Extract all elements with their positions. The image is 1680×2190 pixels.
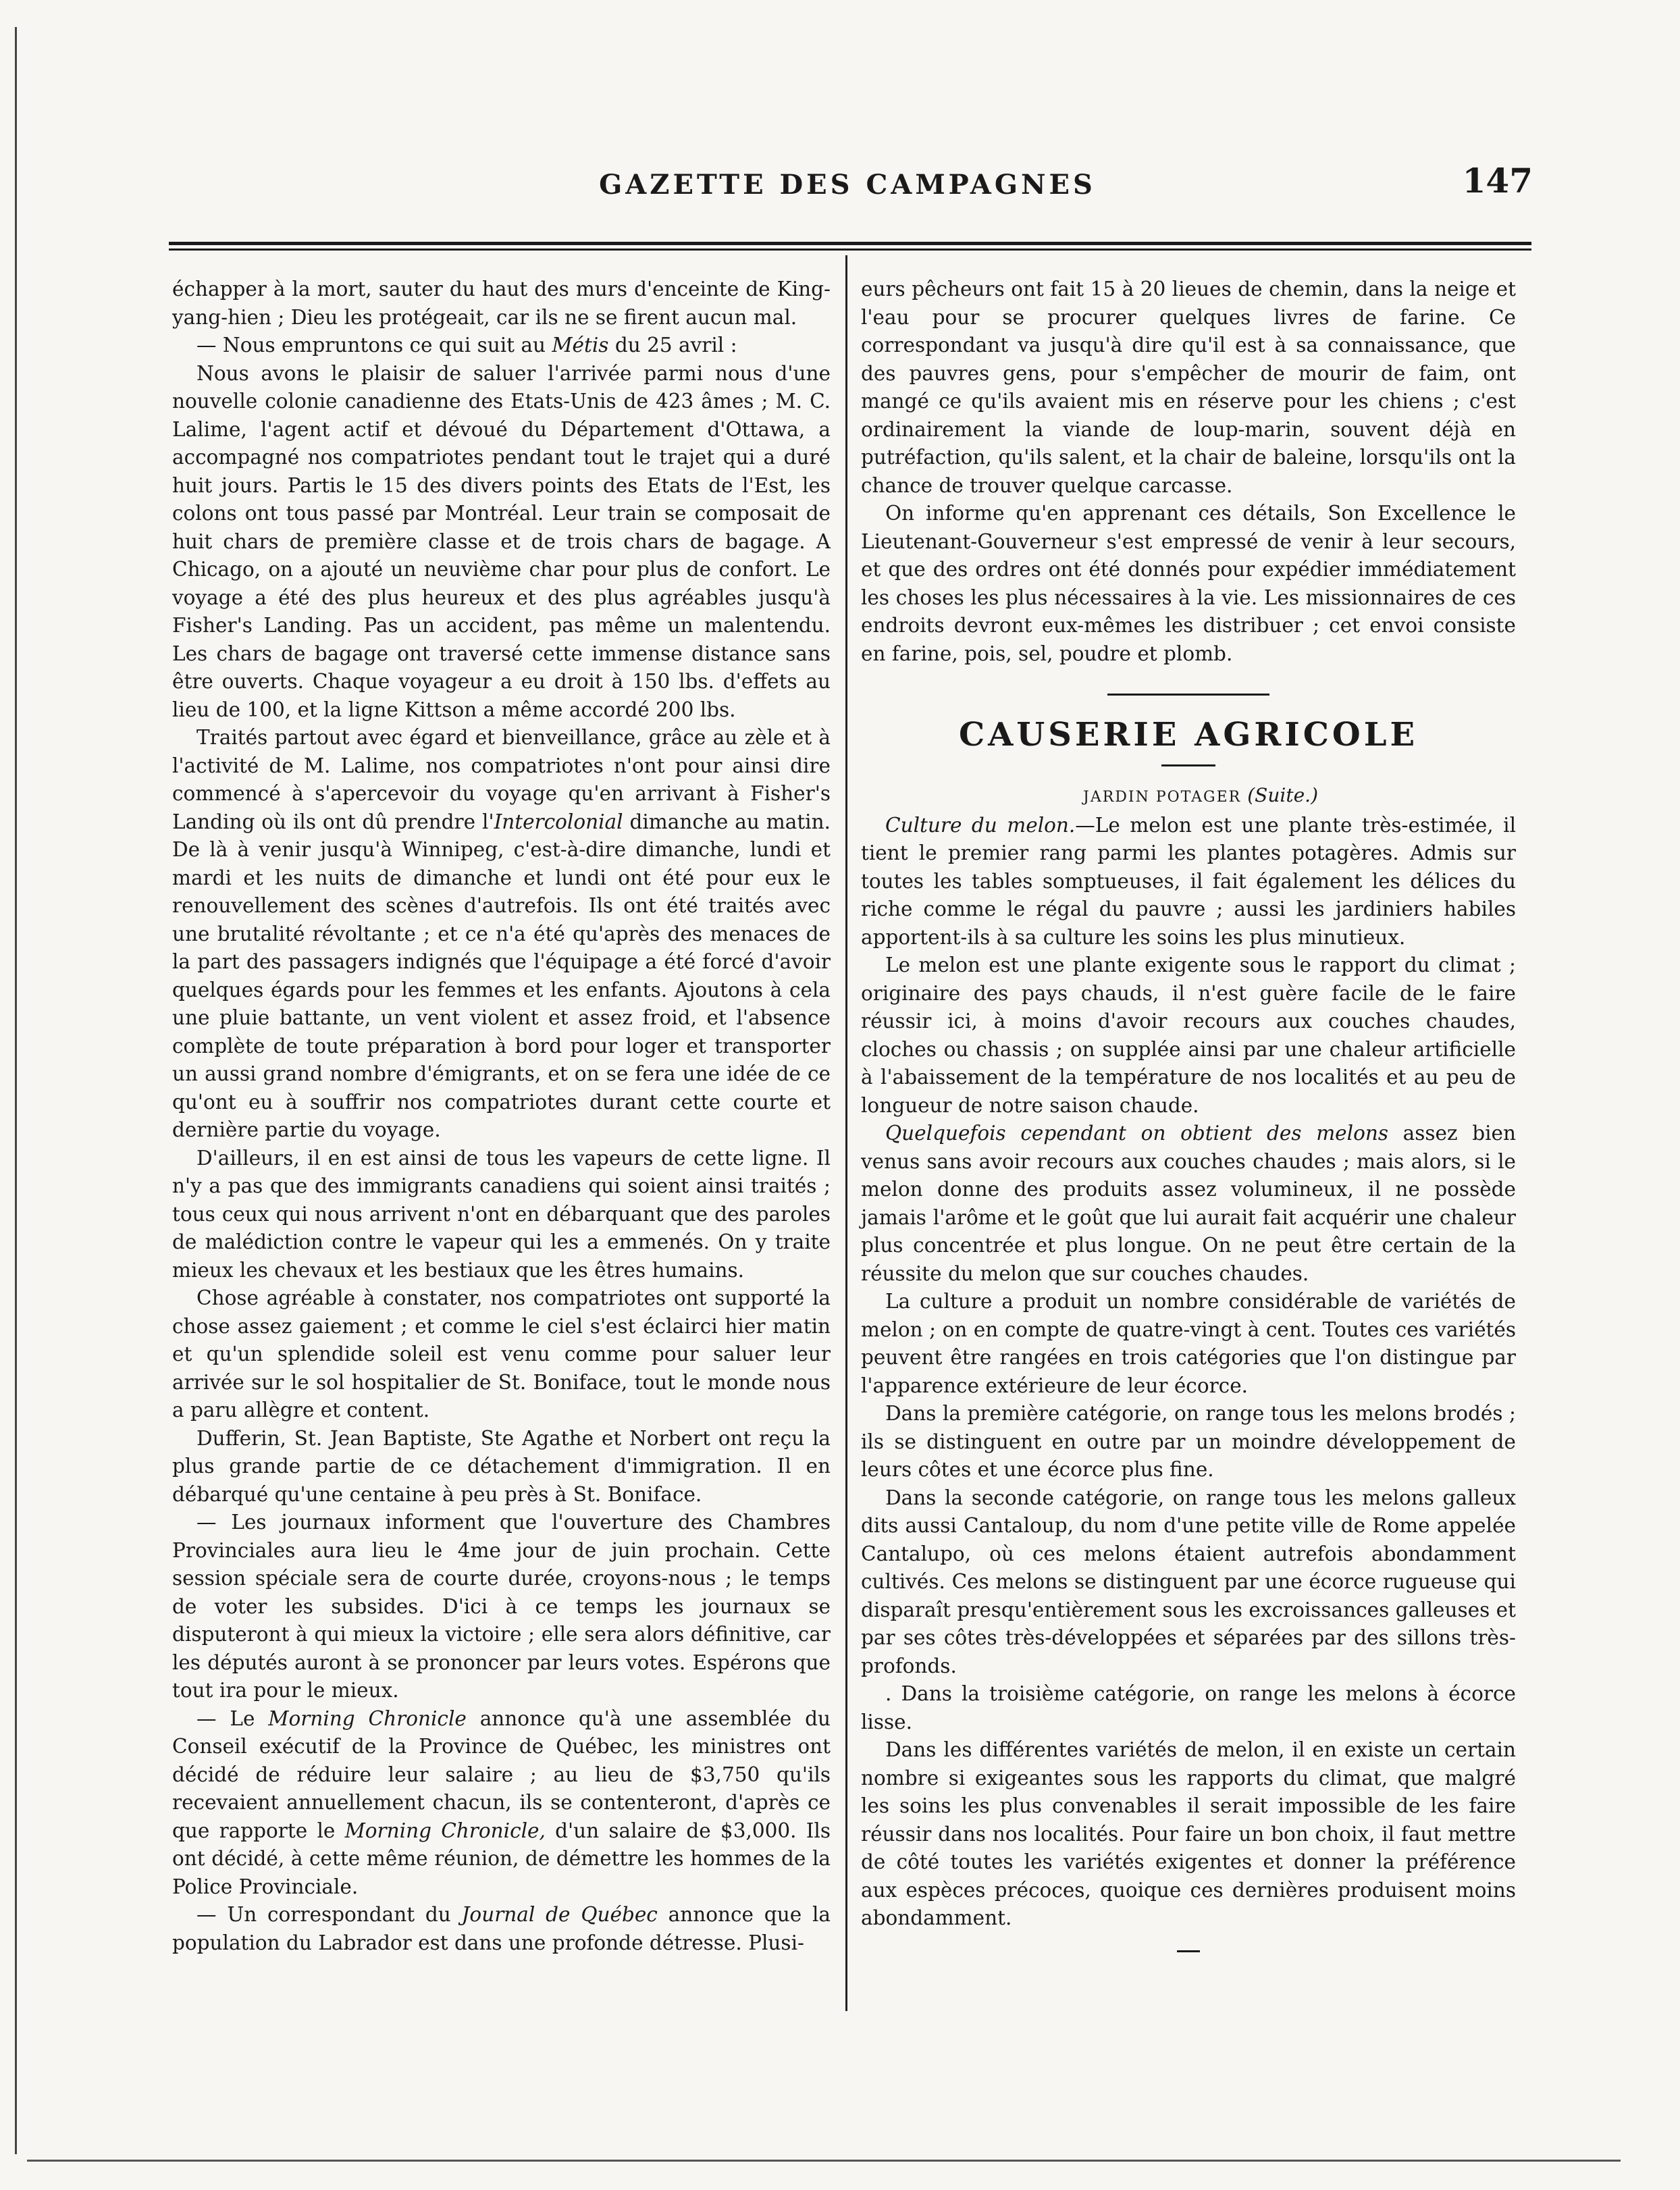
- newspaper-name: Journal de Québec: [461, 1903, 658, 1926]
- article-paragraph: Dans la seconde catégorie, on range tous les melons galleux dits aussi Cantaloup, du nom d'une petite ville de Rome appelée Cantalupo, où ces melons étaient autrefois abondamment cultivés. Ces melons se distinguent par une écorce rugueuse qui disparaît presqu'entièrement sous les excroissances galleuses et par ses côtes très-développées et séparées par des sillons très-profonds.: [861, 1486, 1516, 1677]
- header-rule-thick: [169, 242, 1531, 245]
- section-title: CAUSERIE AGRICOLE: [958, 716, 1419, 754]
- article-paragraph: . Dans la troisième catégorie, on range les melons à écorce lisse.: [861, 1682, 1516, 1733]
- article-paragraph: Quelquefois cependant on obtient des melons assez bien venus sans avoir recours aux couches chaudes ; mais alors, si le melon donne des produits assez volumineux, il ne possède jamais l'arôme et le goût que lui aurait fait acquérir une chaleur plus concentrée et plus longue. On ne peut être certain de la réussite du melon que sur couches chaudes.: [861, 1122, 1516, 1285]
- article-paragraph: Dans la première catégorie, on range tous les melons brodés ; ils se distinguent en outre par un moindre développement de leurs côtes et une écorce plus fine.: [861, 1402, 1516, 1481]
- end-separator: [1177, 1950, 1200, 1952]
- page-number: 147: [1462, 161, 1533, 201]
- newspaper-name: Morning Chronicle: [268, 1706, 467, 1730]
- article-paragraph: échapper à la mort, sauter du haut des murs d'enceinte de King-yang-hien ; Dieu les protégeait, car ils ne se firent aucun mal.: [172, 278, 831, 329]
- article-paragraph: D'ailleurs, il en est ainsi de tous les vapeurs de cette ligne. Il n'y a pas que des immigrants canadiens qui soient ainsi traités ; tous ceux qui nous arrivent n'ont en débarquant que des paroles de malédiction contre le vapeur qui les a emmenés. On y traite mieux les chevaux et les bestiaux que les êtres humains.: [172, 1146, 831, 1282]
- paragraph-lead: Quelquefois cependant on obtient des melons: [885, 1122, 1388, 1145]
- title-separator: [1161, 764, 1215, 766]
- article-paragraph: Nous avons le plaisir de saluer l'arrivée parmi nous d'une nouvelle colonie canadienne des Etats-Unis de 423 âmes ; M. C. Lalime, l'agent actif et dévoué du Département d'Ottawa, a accompagné nos compatriotes pendant tout le trajet qui a duré huit jours. Partis le 15 des divers points des Etats de l'Est, les colons ont tous passé par Montréal. Leur train se composait de huit chars de première classe et de trois chars de bagage. A Chicago, on a ajouté un neuvième char pour plus de confort. Le voyage a été des plus heureux et des plus agréables jusqu'à Fisher's Landing. Pas un accident, pas même un malentendu. Les chars de bagage ont traversé cette immense distance sans être ouverts. Chaque voyageur a eu droit à 150 lbs. d'effets au lieu de 100, et la ligne Kittson a même accordé 200 lbs.: [172, 361, 831, 721]
- article-paragraph: eurs pêcheurs ont fait 15 à 20 lieues de chemin, dans la neige et l'eau pour se procurer quelques livres de farine. Ce correspondant va jusqu'à dire qu'il est à sa connaissance, que des pauvres gens, pour s'empêcher de mourir de faim, ont mangé ce qu'ils avaient mis en réserve pour les chiens ; c'est ordinairement la viande de loup-marin, souvent déjà en putréfaction, qu'ils salent, et la chair de baleine, lorsqu'ils ont la chance de trouver quelque carcasse.: [861, 278, 1516, 497]
- article-paragraph: — Nous empruntons ce qui suit au Métis du 25 avril :: [196, 334, 737, 357]
- article-paragraph: On informe qu'en apprenant ces détails, Son Excellence le Lieutenant-Gouverneur s'est empressé de venir à leur secours, et que des ordres ont été donnés pour expédier immédiatement les choses les plus nécessaires à la vie. Les missionnaires de ces endroits devront eux-mêmes les distribuer ; cet envoi consiste en farine, pois, sel, poudre et plomb.: [861, 502, 1516, 665]
- article-paragraph: — Les journaux informent que l'ouverture des Chambres Provinciales aura lieu le 4me jour de juin prochain. Cette session spéciale sera de courte durée, croyons-nous ; le temps de voter les subsides. D'ici à ce temps les journaux se disputeront à qui mieux la victoire ; elle sera alors définitive, car les députés auront à se prononcer par leurs votes. Espérons que tout ira pour le mieux.: [172, 1511, 831, 1702]
- header-rule-thin: [169, 249, 1531, 251]
- article-paragraph: Dufferin, St. Jean Baptiste, Ste Agathe et Norbert ont reçu la plus grande partie de ce détachement d'immigration. Il en débarqué qu'une centaine à peu près à St. Boniface.: [172, 1426, 831, 1506]
- newspaper-name: Morning Chronicle,: [344, 1819, 546, 1842]
- train-name: Intercolonial: [494, 810, 623, 833]
- article-paragraph: Chose agréable à constater, nos compatriotes ont supporté la chose assez gaiement ; et comme le ciel s'est éclairci hier matin et qu'un splendide soleil est venu comme pour saluer leur arrivée sur le sol hospitalier de St. Boniface, tout le monde nous a paru allègre et content.: [172, 1286, 831, 1422]
- article-paragraph: Culture du melon.—Le melon est une plante très-estimée, il tient le premier rang parmi les plantes potagères. Admis sur toutes les tables somptueuses, il fait également les délices du riche comme le régal du pauvre ; aussi les jardiniers habiles apportent-ils à sa culture les soins les plus minutieux.: [861, 813, 1517, 949]
- page-edge-line: [15, 27, 17, 2154]
- right-column: [861, 276, 1516, 1952]
- article-paragraph: — Un correspondant du Journal de Québec annonce que la population du Labrador est dans une profonde détresse. Plusi-: [172, 1903, 831, 1954]
- section-subheading: JARDIN POTAGER (Suite.): [1083, 784, 1318, 806]
- page-header: [162, 161, 1533, 223]
- article-paragraph: Dans les différentes variétés de melon, il en existe un certain nombre si exigeantes sous les rapports du climat, que malgré les soins les plus convenables il serait impossible de les faire réussir dans nos localités. Pour faire un bon choix, il faut mettre de côté toutes les variétés exigentes et donner la préférence aux espèces précoces, quoique ces dernières produisent moins abondamment.: [861, 1738, 1516, 1929]
- source-title: Métis: [552, 334, 609, 357]
- article-paragraph: La culture a produit un nombre considérable de variétés de melon ; on en compte de quatre-vingt à cent. Toutes ces variétés peuvent être rangées en trois catégories que l'on distingue par l'apparence extérieure de leur écorce.: [861, 1290, 1516, 1397]
- page-bottom-line: [27, 2160, 1621, 2162]
- left-column: [172, 276, 831, 1957]
- article-paragraph: Le melon est une plante exigente sous le rapport du climat ; originaire des pays chauds, il n'est guère facile de le faire réussir ici, à moins d'avoir recours aux couches chaudes, cloches ou chassis ; on supplée ainsi par une chaleur artificielle à l'abaissement de la température de nos localités et au peu de longueur de notre saison chaude.: [861, 954, 1516, 1117]
- paragraph-lead: Culture du melon.: [885, 813, 1076, 837]
- article-paragraph: — Le Morning Chronicle annonce qu'à une assemblée du Conseil exécutif de la Province de Québec, les ministres ont décidé de réduire leur salaire ; au lieu de $3,750 qu'ils recevaient annuellement chacun, ils se contenteront, d'après ce que rapporte le Morning Chronicle, d'un salaire de $3,000. Ils ont décidé, à cette même réunion, de démettre les hommes de la Police Provinciale.: [172, 1706, 831, 1898]
- section-separator: [1107, 694, 1269, 696]
- column-divider: [845, 255, 847, 2011]
- masthead-title: GAZETTE DES CAMPAGNES: [599, 169, 1096, 201]
- article-paragraph: Traités partout avec égard et bienveillance, grâce au zèle et à l'activité de M. Lalime, nos compatriotes n'ont pour ainsi dire commencé à s'apercevoir du voyage qu'en arrivant à Fisher's Landing où ils ont dû prendre l'Intercolonial dimanche au matin. De là à venir jusqu'à Winnipeg, c'est-à-dire dimanche, lundi et mardi et les nuits de dimanche et lundi ont été pour eux le renouvellement des scènes d'autrefois. Ils ont été traités avec une brutalité révoltante ; et ce n'a été qu'après des menaces de la part des passagers indignés que l'équipage a été forcé d'avoir quelques égards pour les femmes et les enfants. Ajoutons à cela une pluie battante, un vent violent et assez froid, et l'absence complète de toute préparation à bord pour loger et transporter un aussi grand nombre d'émigrants, et on se fera une idée de ce qu'ont eu à souffrir nos compatriotes durant cette courte et dernière partie du voyage.: [172, 726, 831, 1141]
